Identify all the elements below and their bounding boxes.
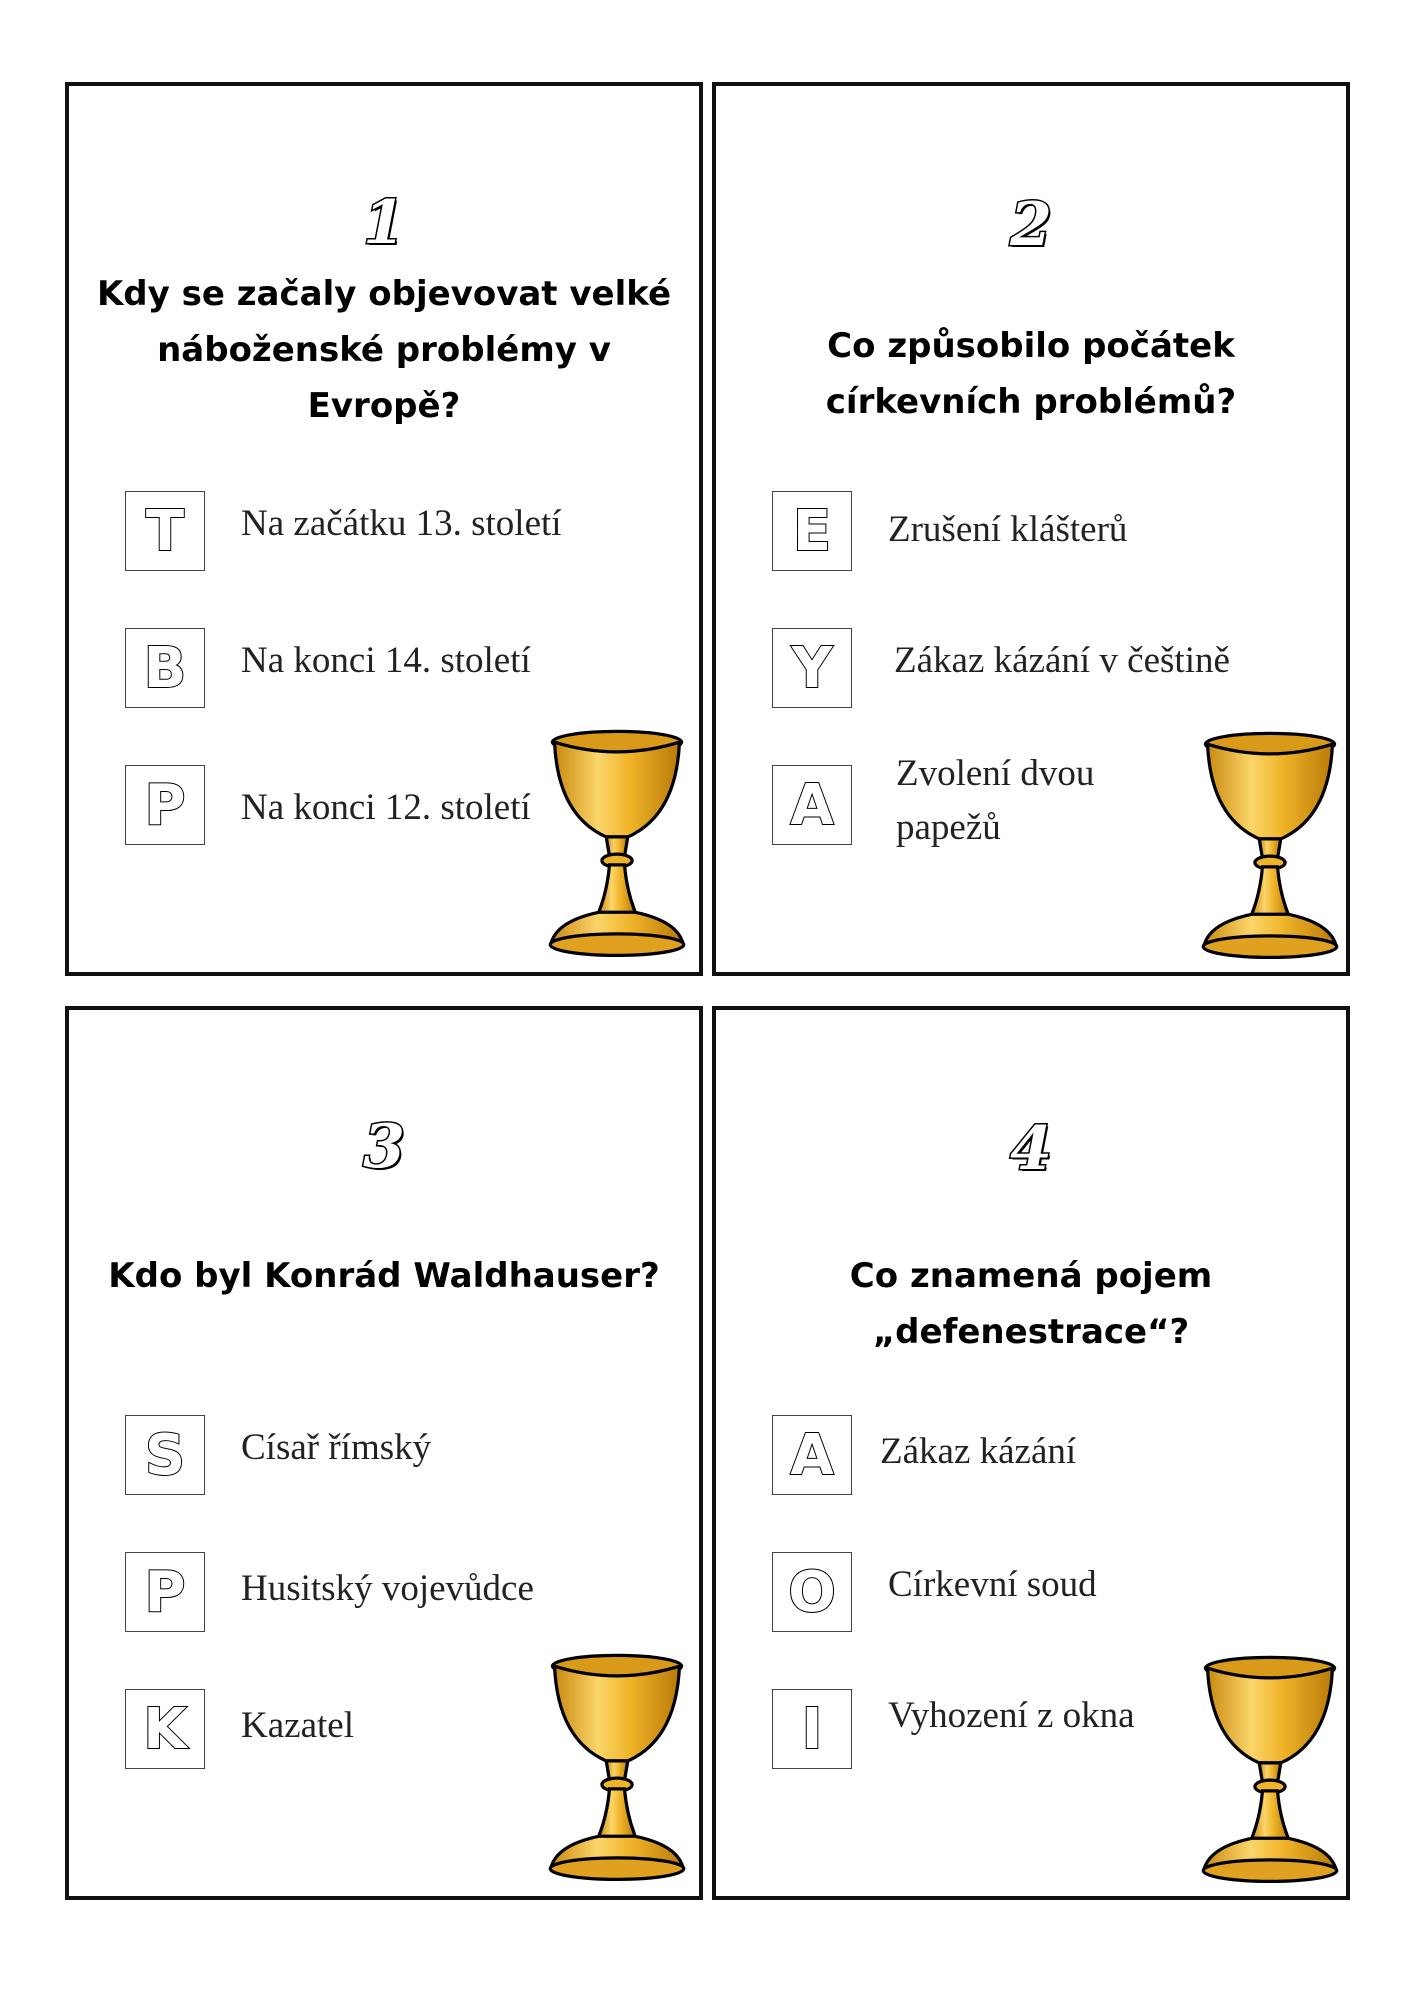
letter-box: K [125, 1689, 205, 1769]
answer-text: Zákaz kázání [880, 1431, 1077, 1472]
card-number: 2 [1010, 190, 1052, 260]
card-2 [712, 82, 1350, 976]
letter-box: P [125, 1552, 205, 1632]
answer-text: Na konci 14. století [241, 640, 531, 681]
card-question: Kdo byl Konrád Waldhauser? [108, 1256, 660, 1296]
card-3 [65, 1006, 703, 1900]
option-t[interactable] [69, 491, 699, 575]
answer-text: Husitský vojevůdce [241, 1568, 534, 1609]
option-o[interactable] [716, 1552, 1346, 1636]
option-b[interactable] [69, 628, 699, 712]
option-y[interactable] [716, 628, 1346, 712]
letter-box: A [772, 765, 852, 845]
letter-box: S [125, 1415, 205, 1495]
card-question: Co způsobilo počátek církevních problémů? [825, 326, 1237, 422]
answer-text: Zvolení dvou papežů [896, 753, 1095, 848]
letter-box: P [125, 765, 205, 845]
option-s[interactable] [69, 1415, 699, 1499]
answer-text: Zrušení klášterů [888, 509, 1128, 550]
chalice-icon [547, 1653, 687, 1885]
card-1 [65, 82, 703, 976]
chalice-icon [547, 729, 687, 961]
answer-text: Církevní soud [888, 1564, 1097, 1605]
answer-text: Na konci 12. století [241, 787, 531, 828]
letter-box: T [125, 491, 205, 571]
letter-box: E [772, 491, 852, 571]
card-question: Co znamená pojem „defenestrace“? [849, 1256, 1213, 1352]
chalice-icon [1200, 1655, 1340, 1887]
card-4 [712, 1006, 1350, 1900]
card-number: 3 [363, 1112, 405, 1182]
option-a[interactable] [716, 1415, 1346, 1499]
answer-text: Kazatel [241, 1705, 354, 1746]
letter-box: Y [772, 628, 852, 708]
card-number: 4 [1010, 1114, 1052, 1184]
answer-text: Zákaz kázání v češtině [894, 640, 1230, 681]
answer-text: Císař římský [241, 1427, 432, 1468]
card-question: Kdy se začaly objevovat velké náboženské problémy v Evropě? [96, 274, 672, 426]
answer-text: Vyhození z okna [888, 1695, 1135, 1736]
answer-text: Na začátku 13. století [241, 503, 562, 544]
chalice-icon [1200, 731, 1340, 963]
letter-box: I [772, 1689, 852, 1769]
letter-box: B [125, 628, 205, 708]
letter-box: A [772, 1415, 852, 1495]
letter-box: O [772, 1552, 852, 1632]
card-number: 1 [363, 188, 405, 258]
option-p[interactable] [69, 1552, 699, 1636]
option-e[interactable] [716, 491, 1346, 575]
